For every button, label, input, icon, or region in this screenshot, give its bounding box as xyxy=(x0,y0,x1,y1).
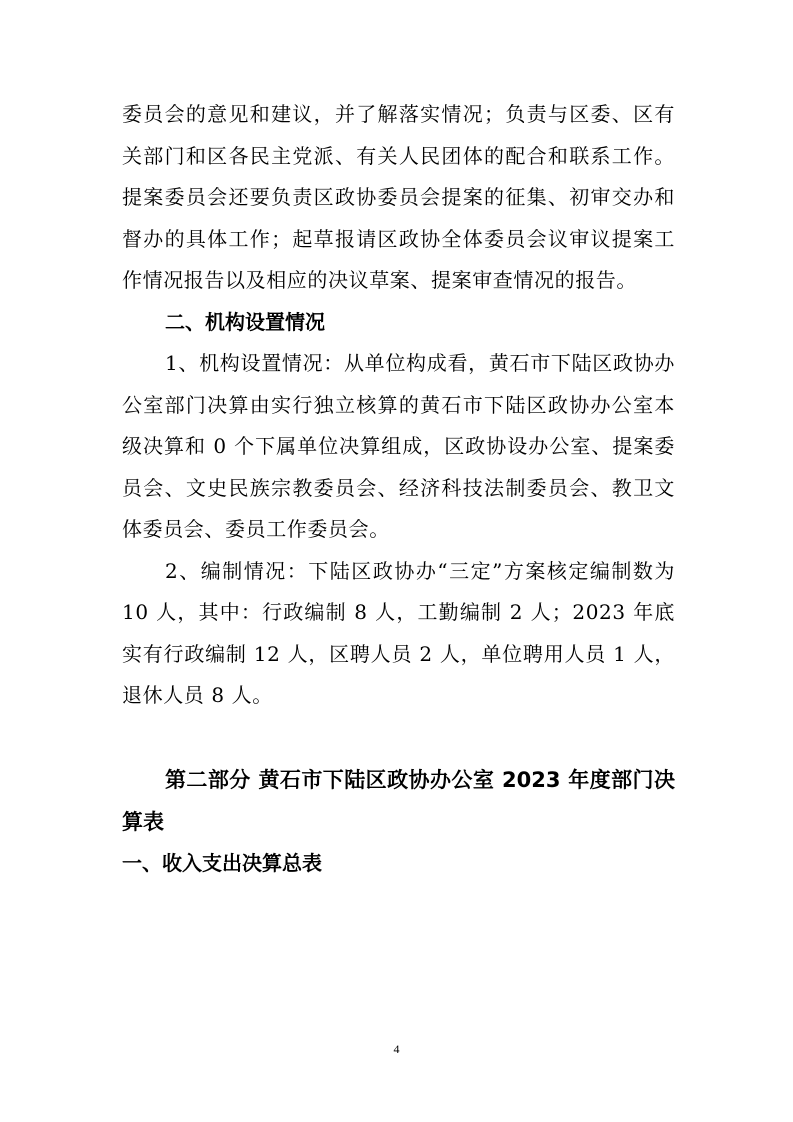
page-number: 4 xyxy=(393,1042,400,1056)
paragraph-proposal-committee-duties: 委员会的意见和建议，并了解落实情况；负责与区委、区有关部门和区各民主党派、有关人民团体的配合和联系工作。提案委员会还要负责区政协委员会提案的征集、初审交办和督办的具体工作；起草报请区政协全体委员会议审议提案工作情况报告以及相应的决议草案、提案审查情况的报告。 xyxy=(122,102,675,292)
page-content xyxy=(122,94,675,884)
paragraph-staffing: 2、编制情况：下陆区政协办“三定”方案核定编制数为 10 人，其中：行政编制 8 人，工勤编制 2 人；2023 年底实有行政编制 12 人，区聘人员 2 人，单位聘用人员 1 人，退休人员 8 人。 xyxy=(122,558,675,707)
paragraph-organization-setup: 1、机构设置情况：从单位构成看，黄石市下陆区政协办公室部门决算由实行独立核算的黄石市下陆区政协办公室本级决算和 0 个下属单位决算组成，区政协设办公室、提案委员会、文史民族宗教委员会、经济科技法制委员会、教卫文体委员会、委员工作委员会。 xyxy=(122,351,675,541)
part-two-title: 第二部分 黄石市下陆区政协办公室 2023 年度部门决算表 xyxy=(122,767,675,834)
subsection-heading-income-expense: 一、收入支出决算总表 xyxy=(122,850,322,875)
section-heading-organization: 二、机构设置情况 xyxy=(165,309,325,334)
